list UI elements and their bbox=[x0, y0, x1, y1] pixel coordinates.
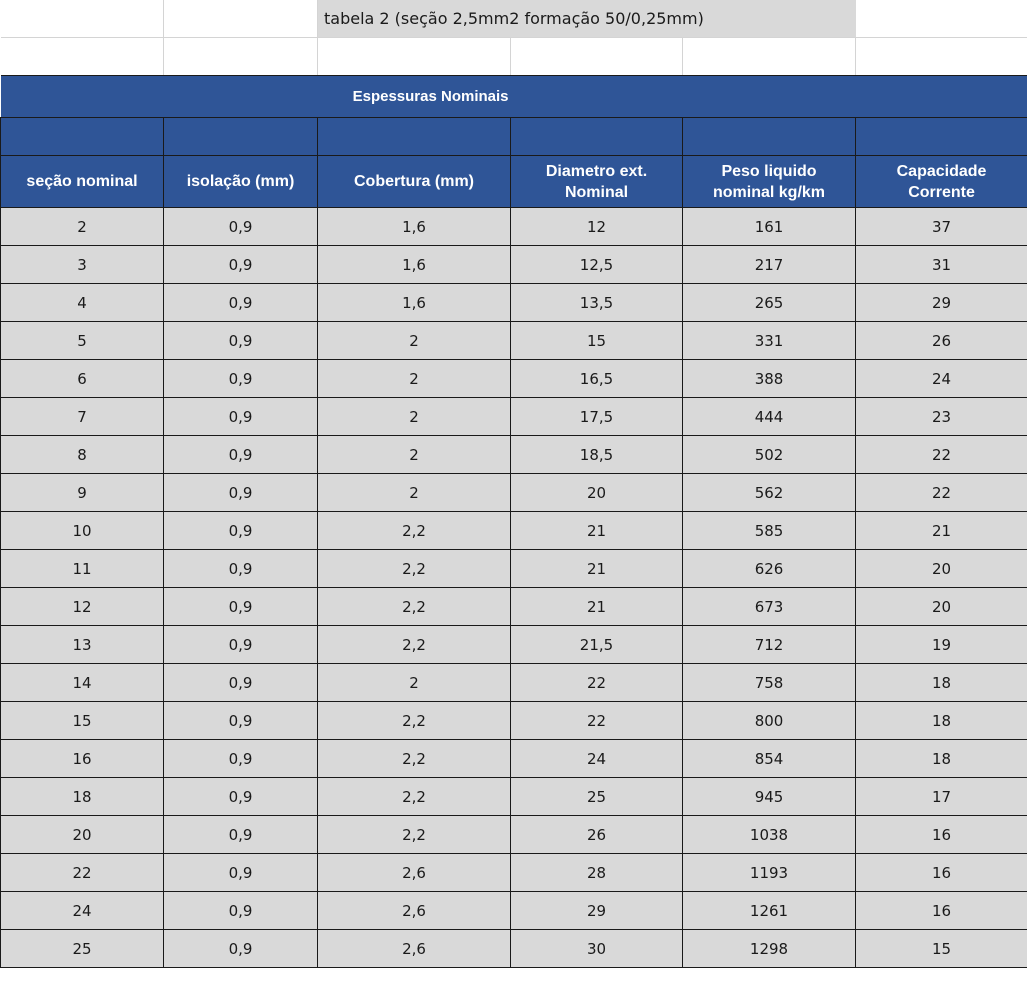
cell-blank[interactable] bbox=[164, 0, 318, 38]
header-cell-empty[interactable] bbox=[1, 118, 164, 156]
cell-isolacao[interactable]: 0,9 bbox=[164, 702, 318, 740]
cell-cobertura[interactable]: 1,6 bbox=[318, 246, 511, 284]
cell-peso[interactable]: 1298 bbox=[683, 930, 856, 968]
cell-capacidade[interactable]: 16 bbox=[856, 892, 1027, 930]
cell-cobertura[interactable]: 1,6 bbox=[318, 284, 511, 322]
cell-blank[interactable] bbox=[856, 0, 1027, 38]
table-row bbox=[1, 588, 1027, 626]
cell-capacidade[interactable]: 18 bbox=[856, 664, 1027, 702]
cell-isolacao[interactable]: 0,9 bbox=[164, 512, 318, 550]
cell-isolacao[interactable]: 0,9 bbox=[164, 398, 318, 436]
cell-capacidade[interactable]: 26 bbox=[856, 322, 1027, 360]
cell-cobertura[interactable]: 2 bbox=[318, 474, 511, 512]
cell-blank[interactable] bbox=[856, 38, 1027, 76]
cell-isolacao[interactable]: 0,9 bbox=[164, 208, 318, 246]
cell-peso[interactable]: 1193 bbox=[683, 854, 856, 892]
cell-isolacao[interactable]: 0,9 bbox=[164, 930, 318, 968]
header-cell-empty[interactable] bbox=[511, 118, 683, 156]
table-row bbox=[1, 398, 1027, 436]
cell-cobertura[interactable]: 2,2 bbox=[318, 702, 511, 740]
cell-secao-nominal[interactable]: 5 bbox=[1, 322, 164, 360]
cell-peso[interactable]: 712 bbox=[683, 626, 856, 664]
cell-peso[interactable]: 265 bbox=[683, 284, 856, 322]
cell-isolacao[interactable]: 0,9 bbox=[164, 322, 318, 360]
table-row bbox=[1, 360, 1027, 398]
cell-diametro[interactable]: 13,5 bbox=[511, 284, 683, 322]
cell-diametro[interactable]: 28 bbox=[511, 854, 683, 892]
cell-isolacao[interactable]: 0,9 bbox=[164, 360, 318, 398]
header-cell-empty[interactable] bbox=[683, 118, 856, 156]
blank-row bbox=[1, 38, 1027, 76]
table-row bbox=[1, 284, 1027, 322]
cell-diametro[interactable]: 20 bbox=[511, 474, 683, 512]
cell-capacidade[interactable]: 29 bbox=[856, 284, 1027, 322]
cell-isolacao[interactable]: 0,9 bbox=[164, 664, 318, 702]
cell-cobertura[interactable]: 2,2 bbox=[318, 816, 511, 854]
cell-peso[interactable]: 161 bbox=[683, 208, 856, 246]
table-row bbox=[1, 474, 1027, 512]
cell-cobertura[interactable]: 2 bbox=[318, 664, 511, 702]
cell-peso[interactable]: 444 bbox=[683, 398, 856, 436]
cell-isolacao[interactable]: 0,9 bbox=[164, 436, 318, 474]
header-cobertura[interactable]: Cobertura (mm) bbox=[318, 156, 511, 208]
header-peso[interactable]: Peso liquido nominal kg/km bbox=[683, 156, 856, 208]
table-row bbox=[1, 322, 1027, 360]
cell-secao-nominal[interactable]: 7 bbox=[1, 398, 164, 436]
title-row bbox=[1, 0, 1027, 38]
table-row bbox=[1, 550, 1027, 588]
header-spacer-row bbox=[1, 118, 1027, 156]
cell-capacidade[interactable]: 22 bbox=[856, 436, 1027, 474]
cell-diametro[interactable]: 12 bbox=[511, 208, 683, 246]
cell-peso[interactable]: 945 bbox=[683, 778, 856, 816]
cell-secao-nominal[interactable]: 9 bbox=[1, 474, 164, 512]
table-row bbox=[1, 436, 1027, 474]
cell-secao-nominal[interactable]: 18 bbox=[1, 778, 164, 816]
cell-capacidade[interactable]: 37 bbox=[856, 208, 1027, 246]
cell-isolacao[interactable]: 0,9 bbox=[164, 778, 318, 816]
cell-diametro[interactable]: 21 bbox=[511, 512, 683, 550]
cell-cobertura[interactable]: 2,2 bbox=[318, 512, 511, 550]
table-row bbox=[1, 740, 1027, 778]
cell-diametro[interactable]: 29 bbox=[511, 892, 683, 930]
cell-cobertura[interactable]: 2 bbox=[318, 436, 511, 474]
cell-secao-nominal[interactable]: 24 bbox=[1, 892, 164, 930]
cell-capacidade[interactable]: 22 bbox=[856, 474, 1027, 512]
cell-cobertura[interactable]: 2 bbox=[318, 398, 511, 436]
cell-cobertura[interactable]: 2,6 bbox=[318, 930, 511, 968]
cell-secao-nominal[interactable]: 22 bbox=[1, 854, 164, 892]
cell-secao-nominal[interactable]: 13 bbox=[1, 626, 164, 664]
cell-secao-nominal[interactable]: 11 bbox=[1, 550, 164, 588]
cell-secao-nominal[interactable]: 25 bbox=[1, 930, 164, 968]
cell-peso[interactable]: 388 bbox=[683, 360, 856, 398]
band-cell-empty[interactable] bbox=[511, 76, 1027, 118]
cell-diametro[interactable]: 25 bbox=[511, 778, 683, 816]
cell-cobertura[interactable]: 2,2 bbox=[318, 550, 511, 588]
cell-diametro[interactable]: 21 bbox=[511, 550, 683, 588]
header-isolacao[interactable]: isolação (mm) bbox=[164, 156, 318, 208]
table-row bbox=[1, 664, 1027, 702]
table-row bbox=[1, 816, 1027, 854]
cell-cobertura[interactable]: 2,2 bbox=[318, 740, 511, 778]
cell-capacidade[interactable]: 15 bbox=[856, 930, 1027, 968]
cell-diametro[interactable]: 26 bbox=[511, 816, 683, 854]
cell-diametro[interactable]: 21 bbox=[511, 588, 683, 626]
cell-peso[interactable]: 562 bbox=[683, 474, 856, 512]
cell-cobertura[interactable]: 2 bbox=[318, 360, 511, 398]
cell-isolacao[interactable]: 0,9 bbox=[164, 550, 318, 588]
cell-diametro[interactable]: 22 bbox=[511, 702, 683, 740]
cell-isolacao[interactable]: 0,9 bbox=[164, 854, 318, 892]
cell-secao-nominal[interactable]: 15 bbox=[1, 702, 164, 740]
table-title[interactable]: tabela 2 (seção 2,5mm2 formação 50/0,25mm) bbox=[318, 0, 856, 38]
cell-secao-nominal[interactable]: 12 bbox=[1, 588, 164, 626]
header-cell-empty[interactable] bbox=[164, 118, 318, 156]
cell-diametro[interactable]: 15 bbox=[511, 322, 683, 360]
table-row bbox=[1, 702, 1027, 740]
cell-peso[interactable]: 502 bbox=[683, 436, 856, 474]
cell-diametro[interactable]: 16,5 bbox=[511, 360, 683, 398]
table-row bbox=[1, 930, 1027, 968]
cell-blank[interactable] bbox=[1, 38, 164, 76]
band-row bbox=[1, 76, 1027, 118]
cell-diametro[interactable]: 21,5 bbox=[511, 626, 683, 664]
cell-isolacao[interactable]: 0,9 bbox=[164, 246, 318, 284]
cell-capacidade[interactable]: 21 bbox=[856, 512, 1027, 550]
cell-capacidade[interactable]: 19 bbox=[856, 626, 1027, 664]
cell-secao-nominal[interactable]: 8 bbox=[1, 436, 164, 474]
cell-secao-nominal[interactable]: 4 bbox=[1, 284, 164, 322]
cell-peso[interactable]: 854 bbox=[683, 740, 856, 778]
cell-secao-nominal[interactable]: 6 bbox=[1, 360, 164, 398]
band-label[interactable]: Espessuras Nominais bbox=[1, 76, 511, 118]
cell-capacidade[interactable]: 16 bbox=[856, 854, 1027, 892]
cell-blank[interactable] bbox=[511, 38, 683, 76]
cell-isolacao[interactable]: 0,9 bbox=[164, 474, 318, 512]
cell-isolacao[interactable]: 0,9 bbox=[164, 626, 318, 664]
table-row bbox=[1, 512, 1027, 550]
cell-blank[interactable] bbox=[683, 38, 856, 76]
table-row bbox=[1, 626, 1027, 664]
cell-diametro[interactable]: 22 bbox=[511, 664, 683, 702]
cell-isolacao[interactable]: 0,9 bbox=[164, 892, 318, 930]
cell-cobertura[interactable]: 2,6 bbox=[318, 892, 511, 930]
header-cell-empty[interactable] bbox=[318, 118, 511, 156]
cell-peso[interactable]: 673 bbox=[683, 588, 856, 626]
header-cell-empty[interactable] bbox=[856, 118, 1027, 156]
header-diametro[interactable]: Diametro ext. Nominal bbox=[511, 156, 683, 208]
cell-isolacao[interactable]: 0,9 bbox=[164, 588, 318, 626]
cell-cobertura[interactable]: 1,6 bbox=[318, 208, 511, 246]
header-capacidade[interactable]: Capacidade Corrente bbox=[856, 156, 1027, 208]
cell-isolacao[interactable]: 0,9 bbox=[164, 740, 318, 778]
cell-secao-nominal[interactable]: 3 bbox=[1, 246, 164, 284]
table-row bbox=[1, 208, 1027, 246]
cell-secao-nominal[interactable]: 14 bbox=[1, 664, 164, 702]
column-header-row bbox=[1, 156, 1027, 208]
table-row bbox=[1, 892, 1027, 930]
table-row bbox=[1, 854, 1027, 892]
cell-capacidade[interactable]: 20 bbox=[856, 588, 1027, 626]
cell-cobertura[interactable]: 2,2 bbox=[318, 626, 511, 664]
cell-cobertura[interactable]: 2,6 bbox=[318, 854, 511, 892]
cell-secao-nominal[interactable]: 10 bbox=[1, 512, 164, 550]
cell-capacidade[interactable]: 18 bbox=[856, 740, 1027, 778]
cell-cobertura[interactable]: 2 bbox=[318, 322, 511, 360]
table-row bbox=[1, 246, 1027, 284]
cell-peso[interactable]: 331 bbox=[683, 322, 856, 360]
cell-diametro[interactable]: 30 bbox=[511, 930, 683, 968]
cell-diametro[interactable]: 24 bbox=[511, 740, 683, 778]
cell-isolacao[interactable]: 0,9 bbox=[164, 284, 318, 322]
cell-capacidade[interactable]: 16 bbox=[856, 816, 1027, 854]
cell-peso[interactable]: 758 bbox=[683, 664, 856, 702]
cell-diametro[interactable]: 12,5 bbox=[511, 246, 683, 284]
cell-capacidade[interactable]: 20 bbox=[856, 550, 1027, 588]
cell-peso[interactable]: 1038 bbox=[683, 816, 856, 854]
cell-secao-nominal[interactable]: 16 bbox=[1, 740, 164, 778]
cell-peso[interactable]: 1261 bbox=[683, 892, 856, 930]
cell-diametro[interactable]: 18,5 bbox=[511, 436, 683, 474]
cell-secao-nominal[interactable]: 20 bbox=[1, 816, 164, 854]
cell-peso[interactable]: 217 bbox=[683, 246, 856, 284]
cell-isolacao[interactable]: 0,9 bbox=[164, 816, 318, 854]
cell-cobertura[interactable]: 2,2 bbox=[318, 778, 511, 816]
cell-blank[interactable] bbox=[1, 0, 164, 38]
table-row bbox=[1, 778, 1027, 816]
header-secao-nominal[interactable]: seção nominal bbox=[1, 156, 164, 208]
cell-diametro[interactable]: 17,5 bbox=[511, 398, 683, 436]
cell-capacidade[interactable]: 24 bbox=[856, 360, 1027, 398]
cell-capacidade[interactable]: 31 bbox=[856, 246, 1027, 284]
cell-peso[interactable]: 626 bbox=[683, 550, 856, 588]
cell-blank[interactable] bbox=[318, 38, 511, 76]
cell-capacidade[interactable]: 17 bbox=[856, 778, 1027, 816]
cell-peso[interactable]: 800 bbox=[683, 702, 856, 740]
cell-cobertura[interactable]: 2,2 bbox=[318, 588, 511, 626]
cell-secao-nominal[interactable]: 2 bbox=[1, 208, 164, 246]
cell-capacidade[interactable]: 23 bbox=[856, 398, 1027, 436]
cell-blank[interactable] bbox=[164, 38, 318, 76]
cell-peso[interactable]: 585 bbox=[683, 512, 856, 550]
cell-capacidade[interactable]: 18 bbox=[856, 702, 1027, 740]
